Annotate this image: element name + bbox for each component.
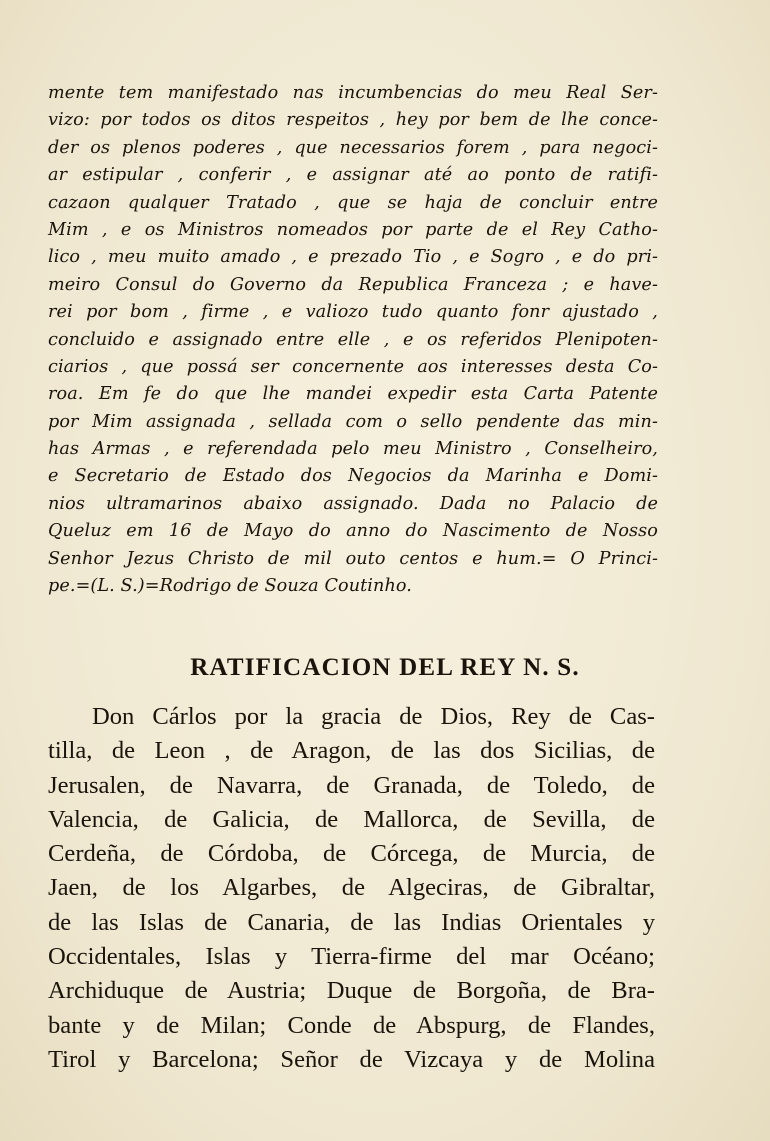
- text-line: mente tem manifestado nas incumbencias do meu Real Ser-: [48, 83, 658, 103]
- text-line: Cerdeña, de Córdoba, de Córcega, de Murcia, de: [48, 840, 655, 868]
- text-line: pe.=(L. S.)=Rodrigo de Souza Coutinho.: [48, 576, 412, 597]
- text-line: Valencia, de Galicia, de Mallorca, de Sevilla, de: [48, 805, 655, 833]
- text-line: Occidentales, Islas y Tierra-firme del mar Océano;: [48, 943, 655, 971]
- text-line: Jaen, de los Algarbes, de Algeciras, de Gibraltar,: [48, 874, 655, 902]
- text-line: has Armas , e referendada pelo meu Ministro , Conselheiro,: [48, 439, 658, 460]
- text-line: e Secretario de Estado dos Negocios da Marinha e Domi-: [48, 466, 658, 487]
- text-line: Senhor Jezus Christo de mil outo centos e hum.= O Princi-: [48, 548, 658, 569]
- spanish-roman-paragraph: [48, 700, 655, 1077]
- text-line: por Mim assignada , sellada com o sello pendente das min-: [48, 411, 658, 432]
- text-line: Queluz em 16 de Mayo do anno do Nascimento de Nosso: [48, 521, 658, 542]
- text-line: rei por bom , firme , e valiozo tudo quanto fonr ajustado ,: [48, 302, 658, 323]
- portuguese-italic-paragraph: [48, 80, 658, 600]
- text-line: vizo: por todos os ditos respeitos , hey por bem de lhe conce-: [48, 110, 658, 131]
- text-line: ciarios , que possá ser concernente aos interesses desta Co-: [48, 356, 658, 377]
- text-line: lico , meu muito amado , e prezado Tio , e Sogro , e do pri-: [48, 247, 658, 268]
- text-line: concluido e assignado entre elle , e os referidos Plenipoten-: [48, 329, 658, 350]
- section-heading: RATIFICACION DEL REY N. S.: [190, 654, 580, 681]
- text-line: roa. Em fe do que lhe mandei expedir esta Carta Patente: [48, 384, 658, 405]
- text-line: tilla, de Leon , de Aragon, de las dos Sicilias, de: [48, 737, 655, 765]
- text-line: Jerusalen, de Navarra, de Granada, de Toledo, de: [48, 771, 655, 799]
- text-line: Archiduque de Austria; Duque de Borgoña, de Bra-: [48, 977, 655, 1005]
- text-line: Don Cárlos por la gracia de Dios, Rey de Cas-: [92, 703, 655, 730]
- text-line: de las Islas de Canaria, de las Indias Orientales y: [48, 908, 655, 936]
- text-line: Mim , e os Ministros nomeados por parte de el Rey Catho-: [48, 219, 658, 240]
- text-line: der os plenos poderes , que necessarios forem , para negoci-: [48, 137, 658, 158]
- text-line: bante y de Milan; Conde de Abspurg, de Flandes,: [48, 1011, 655, 1039]
- text-line: cazaon qualquer Tratado , que se haja de concluir entre: [48, 192, 658, 213]
- text-line: ar estipular , conferir , e assignar até ao ponto de ratifi-: [48, 165, 658, 186]
- text-line: meiro Consul do Governo da Republica Franceza ; e have-: [48, 274, 658, 295]
- text-line: nios ultramarinos abaixo assignado. Dada no Palacio de: [48, 493, 658, 514]
- text-line: Tirol y Barcelona; Señor de Vizcaya y de Molina: [48, 1045, 655, 1073]
